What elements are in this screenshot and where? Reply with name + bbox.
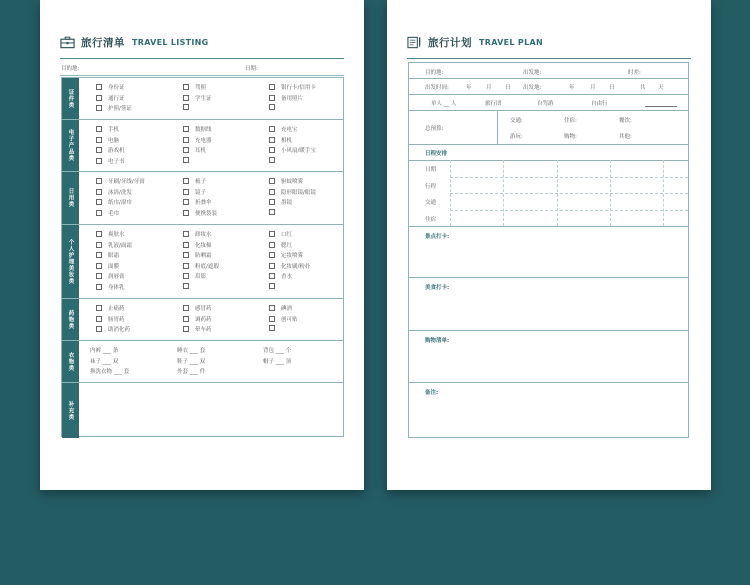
list-item[interactable]: [90, 346, 118, 354]
divider: [557, 160, 558, 226]
item-label: 隐形眼镜/眼镜: [281, 189, 316, 196]
category-label-text: 电子产品类: [67, 129, 74, 162]
list-item[interactable]: [96, 94, 125, 102]
return-time-label: 出发地:: [523, 85, 542, 91]
list-item[interactable]: [269, 94, 303, 102]
category-section: [62, 225, 343, 299]
item-label: 银行卡/信用卡: [281, 85, 316, 91]
divider: [450, 177, 688, 178]
depart-time-label: 出发时间:: [425, 85, 449, 91]
item-label: 耳机: [195, 148, 207, 154]
list-item[interactable]: [96, 188, 132, 196]
category-section: [62, 341, 343, 383]
category-section: [62, 172, 343, 225]
checkbox[interactable]: [269, 325, 275, 331]
duration-label: 时差:: [628, 70, 641, 76]
category-label: [62, 172, 79, 224]
checkbox[interactable]: [183, 137, 189, 143]
item-label: 睡衣 ___ 套: [177, 348, 206, 354]
checkbox[interactable]: [269, 231, 275, 237]
category-label: [62, 120, 79, 171]
divider: [409, 330, 688, 331]
checkbox[interactable]: [183, 157, 189, 163]
list-item[interactable]: [269, 304, 292, 312]
list-item[interactable]: [183, 136, 212, 144]
list-item[interactable]: [96, 146, 125, 154]
item-label: 充电宝: [281, 127, 298, 133]
item-label: 润唇膏: [108, 274, 125, 280]
item-label: 化妆棉: [195, 242, 212, 249]
list-item[interactable]: [96, 325, 130, 333]
list-item[interactable]: [263, 346, 291, 354]
item-label: 手机: [108, 127, 120, 133]
item-label: 防晒霜: [195, 253, 212, 259]
checkbox[interactable]: [96, 158, 102, 164]
item-label: 身体乳: [108, 284, 125, 291]
item-label: 充电器: [195, 137, 212, 144]
list-item[interactable]: [183, 83, 206, 91]
item-label: 纸巾/湿巾: [108, 200, 132, 206]
divider: [407, 58, 691, 59]
checkbox[interactable]: [96, 147, 102, 153]
item-label: 助消化药: [108, 327, 131, 333]
schedule-row-label: 住宿: [425, 216, 437, 223]
checkbox[interactable]: [96, 263, 102, 269]
list-item[interactable]: [183, 177, 206, 185]
item-label: 袜子 ___ 双: [90, 358, 119, 365]
checkbox[interactable]: [269, 263, 275, 269]
list-item[interactable]: [96, 209, 119, 217]
year-label: 年: [466, 85, 472, 91]
item-label: 面膜: [108, 263, 120, 270]
item-label: 背包 ___ 个: [263, 348, 292, 354]
item-label: 牙刷/牙线/牙膏: [108, 179, 145, 185]
list-item[interactable]: [269, 104, 281, 110]
category-label: [62, 383, 79, 438]
checkbox[interactable]: [269, 273, 275, 279]
checkbox[interactable]: [96, 252, 102, 258]
checkbox[interactable]: [269, 137, 275, 143]
other-cost-label: 其他:: [619, 134, 632, 140]
checkbox[interactable]: [183, 326, 189, 332]
list-item[interactable]: [269, 241, 292, 249]
list-item[interactable]: [96, 230, 125, 238]
list-item[interactable]: [269, 251, 303, 259]
list-item[interactable]: [177, 346, 205, 354]
checkbox[interactable]: [183, 305, 189, 311]
list-item[interactable]: [269, 262, 310, 270]
list-item[interactable]: [96, 251, 119, 259]
list-item[interactable]: [269, 325, 281, 331]
checkbox[interactable]: [96, 316, 102, 322]
food-cost-label: 餐饮:: [619, 118, 632, 124]
list-item[interactable]: [96, 125, 119, 133]
date-label: 日期:: [245, 66, 258, 72]
item-label: 口红: [281, 232, 293, 238]
checkbox[interactable]: [183, 84, 189, 90]
item-label: 止痛药: [108, 306, 125, 312]
day-label: 日: [609, 85, 615, 91]
divider: [663, 160, 664, 226]
checkbox[interactable]: [269, 84, 275, 90]
item-label: 通行证: [108, 95, 125, 102]
checkbox[interactable]: [269, 242, 275, 248]
list-item[interactable]: [183, 125, 212, 133]
list-item[interactable]: [269, 198, 292, 206]
day-label: 日: [505, 85, 511, 91]
notebook-pen-icon: [407, 36, 422, 49]
checkbox[interactable]: [269, 316, 275, 322]
list-item[interactable]: [177, 367, 205, 375]
list-item[interactable]: [183, 209, 217, 217]
shopping-list-heading: 购物清单:: [425, 338, 450, 344]
travel-listing-sheet: [40, 0, 364, 490]
divider: [497, 110, 498, 144]
checkbox[interactable]: [96, 305, 102, 311]
list-item[interactable]: [269, 125, 298, 133]
item-label: 墨镜: [281, 200, 293, 206]
checkbox[interactable]: [96, 95, 102, 101]
checkbox[interactable]: [183, 147, 189, 153]
list-item[interactable]: [90, 357, 118, 365]
item-label: 小风扇/暖手宝: [281, 148, 316, 154]
listing-meta: [61, 64, 343, 74]
item-label: 眼霜: [108, 253, 120, 259]
travel-plan-sheet: [387, 0, 711, 490]
item-label: 折叠伞: [195, 200, 212, 206]
divider: [409, 94, 688, 95]
list-item[interactable]: [96, 262, 119, 270]
category-label-text: 补充类: [67, 400, 74, 421]
checkbox[interactable]: [96, 273, 102, 279]
dest-label: 目的地:: [425, 70, 444, 76]
checkbox[interactable]: [269, 305, 275, 311]
list-item[interactable]: [96, 304, 125, 312]
item-label: 化妆刷/粉扑: [281, 263, 311, 270]
item-label: 碘酒: [281, 306, 293, 312]
list-item[interactable]: [269, 283, 281, 289]
list-item[interactable]: [183, 304, 212, 312]
divider: [503, 160, 504, 226]
list-item[interactable]: [269, 177, 303, 185]
list-item[interactable]: [96, 272, 125, 280]
checkbox[interactable]: [96, 189, 102, 195]
fun-cost-label: 游玩:: [510, 134, 523, 140]
blank-line: [645, 106, 677, 107]
list-item[interactable]: [183, 262, 219, 270]
divider: [610, 160, 611, 226]
checkbox[interactable]: [269, 189, 275, 195]
list-item[interactable]: [269, 230, 292, 238]
list-item[interactable]: [96, 198, 132, 206]
checkbox[interactable]: [269, 199, 275, 205]
category-section: [62, 120, 343, 172]
divider: [409, 110, 688, 111]
checkbox[interactable]: [96, 326, 102, 332]
checkbox[interactable]: [183, 95, 189, 101]
list-item[interactable]: [96, 104, 132, 112]
listing-header: [60, 34, 209, 50]
suitcase-icon: [60, 36, 75, 49]
days-label: 天: [658, 85, 664, 91]
checkbox[interactable]: [183, 210, 189, 216]
checkbox[interactable]: [269, 104, 275, 110]
list-item[interactable]: [177, 357, 205, 365]
checkbox[interactable]: [96, 242, 102, 248]
transport-cost-label: 交通:: [510, 118, 523, 124]
list-item[interactable]: [183, 283, 195, 289]
list-item[interactable]: [183, 315, 212, 323]
list-item[interactable]: [269, 188, 316, 196]
schedule-row-label: 行程: [425, 183, 437, 190]
checkbox[interactable]: [183, 283, 189, 289]
checkbox[interactable]: [183, 242, 189, 248]
shopping-cost-label: 购物:: [564, 134, 577, 140]
plan-form: [408, 62, 689, 438]
checkbox[interactable]: [183, 199, 189, 205]
item-label: 毛巾: [108, 210, 120, 217]
list-item[interactable]: [96, 283, 125, 291]
spots-heading: 景点打卡:: [425, 234, 450, 240]
category-label: [62, 299, 79, 340]
item-label: 腮红: [281, 242, 293, 249]
list-item[interactable]: [183, 198, 212, 206]
list-item[interactable]: [269, 315, 298, 323]
divider: [60, 58, 344, 59]
item-label: 肠胃药: [108, 316, 125, 323]
list-item[interactable]: [96, 177, 145, 185]
list-item[interactable]: [183, 104, 195, 110]
lodging-cost-label: 住宿:: [564, 118, 577, 124]
plan-title-en: TRAVEL PLAN: [479, 37, 543, 47]
checkbox[interactable]: [183, 252, 189, 258]
item-label: 驾照: [195, 85, 207, 91]
item-label: 驱蚊喷雾: [281, 179, 304, 185]
item-label: 香水: [281, 274, 293, 280]
total-label: 共: [640, 85, 646, 91]
divider: [409, 382, 688, 383]
item-label: 梳子: [195, 179, 207, 185]
list-item[interactable]: [90, 367, 129, 375]
item-label: 镜子: [195, 189, 207, 196]
divider: [409, 277, 688, 278]
schedule-row-label: 日期: [425, 167, 437, 173]
checkbox[interactable]: [269, 283, 275, 289]
item-label: 定妆喷雾: [281, 253, 304, 259]
checkbox[interactable]: [269, 209, 275, 215]
item-label: 换洗衣物 ___ 套: [90, 369, 130, 375]
listing-title-en: TRAVEL LISTING: [132, 37, 209, 47]
category-section: [62, 78, 343, 120]
item-label: 内裤 ___ 条: [90, 348, 119, 354]
item-label: 调药药: [195, 316, 212, 323]
list-item[interactable]: [183, 272, 206, 280]
schedule-heading: 日程安排: [425, 151, 448, 157]
item-label: 电脑: [108, 137, 120, 144]
checkbox[interactable]: [269, 95, 275, 101]
item-label: 感冒药: [195, 306, 212, 312]
category-label-text: 证件类: [67, 88, 74, 109]
packing-list: [61, 77, 344, 437]
month-label: 月: [486, 85, 492, 91]
item-label: 粉底/遮瑕: [195, 263, 219, 270]
list-item[interactable]: [183, 251, 212, 259]
listing-title: 旅行清单: [81, 36, 125, 49]
list-item[interactable]: [96, 157, 125, 165]
item-label: 眉影: [195, 274, 207, 280]
budget-label: 总预算:: [425, 126, 444, 132]
list-item[interactable]: [96, 83, 125, 91]
item-label: 爽肤水: [108, 232, 125, 238]
divider: [409, 144, 688, 145]
checkbox[interactable]: [183, 273, 189, 279]
list-item[interactable]: [183, 157, 195, 163]
list-item[interactable]: [269, 136, 292, 144]
item-label: 备用照片: [281, 95, 304, 102]
group-option: 旅行团: [485, 101, 502, 107]
self-drive-option: 自驾游: [537, 101, 554, 107]
category-label-text: 日用类: [67, 188, 74, 208]
checkbox[interactable]: [96, 210, 102, 216]
item-label: 电子书: [108, 158, 125, 165]
checkbox[interactable]: [96, 231, 102, 237]
item-label: 乳液/面霜: [108, 242, 132, 249]
divider: [60, 75, 344, 76]
checkbox[interactable]: [96, 199, 102, 205]
checkbox[interactable]: [96, 84, 102, 90]
category-label: [62, 341, 79, 382]
category-label: [62, 225, 79, 298]
free-travel-option: 自由行: [591, 101, 608, 107]
item-label: 便携袋装: [195, 210, 218, 217]
checkbox[interactable]: [183, 189, 189, 195]
item-label: 学生证: [195, 95, 212, 102]
schedule-row-label: 交通: [425, 200, 437, 206]
checkbox[interactable]: [96, 178, 102, 184]
divider: [450, 210, 688, 211]
item-label: 相机: [281, 137, 293, 144]
divider: [450, 193, 688, 194]
divider: [450, 160, 451, 226]
checkbox[interactable]: [96, 284, 102, 290]
item-label: 数据线: [195, 127, 212, 133]
year-label: 年: [569, 85, 575, 91]
item-label: 沐浴/洗发: [108, 189, 132, 196]
list-item[interactable]: [269, 83, 316, 91]
checkbox[interactable]: [96, 105, 102, 111]
food-heading: 美食打卡:: [425, 285, 450, 291]
checkbox[interactable]: [183, 126, 189, 132]
month-label: 月: [590, 85, 596, 91]
list-item[interactable]: [269, 146, 316, 154]
checkbox[interactable]: [269, 178, 275, 184]
checkbox[interactable]: [269, 252, 275, 258]
origin-label: 出发地:: [523, 70, 542, 76]
item-label: 卸妆水: [195, 232, 212, 238]
checkbox[interactable]: [183, 231, 189, 237]
checkbox[interactable]: [183, 104, 189, 110]
list-item[interactable]: [269, 272, 292, 280]
item-label: 身份证: [108, 85, 125, 91]
list-item[interactable]: [96, 315, 125, 323]
checkbox[interactable]: [269, 126, 275, 132]
category-label-text: 药物类: [67, 309, 74, 330]
destination-label: 目的地:: [61, 66, 80, 72]
list-item[interactable]: [269, 209, 281, 215]
checkbox[interactable]: [96, 126, 102, 132]
list-item[interactable]: [183, 188, 206, 196]
checkbox[interactable]: [183, 263, 189, 269]
checkbox[interactable]: [269, 147, 275, 153]
solo-option: 单人 __ 人: [431, 101, 457, 107]
item-label: 护照/签证: [108, 106, 132, 112]
checkbox[interactable]: [96, 137, 102, 143]
item-label: 帽子 ___ 顶: [263, 358, 292, 365]
notes-heading: 备注:: [425, 390, 439, 396]
category-label-text: 个人护理美妆类: [67, 238, 74, 285]
category-label: [62, 78, 79, 119]
list-item[interactable]: [183, 230, 212, 238]
list-item[interactable]: [183, 146, 206, 154]
list-item[interactable]: [183, 94, 212, 102]
checkbox[interactable]: [183, 316, 189, 322]
category-label-text: 衣物类: [67, 351, 74, 372]
category-section: [62, 383, 343, 438]
list-item[interactable]: [183, 241, 212, 249]
list-item[interactable]: [269, 157, 281, 163]
divider: [409, 226, 688, 227]
category-section: [62, 299, 343, 341]
plan-header: [407, 34, 543, 50]
item-label: 晕车药: [195, 327, 212, 333]
plan-title: 旅行计划: [428, 36, 472, 49]
list-item[interactable]: [96, 241, 132, 249]
item-label: 创可贴: [281, 316, 298, 323]
checkbox[interactable]: [183, 178, 189, 184]
list-item[interactable]: [96, 136, 119, 144]
item-label: 鞋子 ___ 双: [177, 358, 206, 365]
list-item[interactable]: [263, 357, 291, 365]
checkbox[interactable]: [269, 157, 275, 163]
item-label: 游戏机: [108, 148, 125, 154]
item-label: 外套 ___ 件: [177, 369, 206, 375]
divider: [409, 78, 688, 79]
list-item[interactable]: [183, 325, 212, 333]
